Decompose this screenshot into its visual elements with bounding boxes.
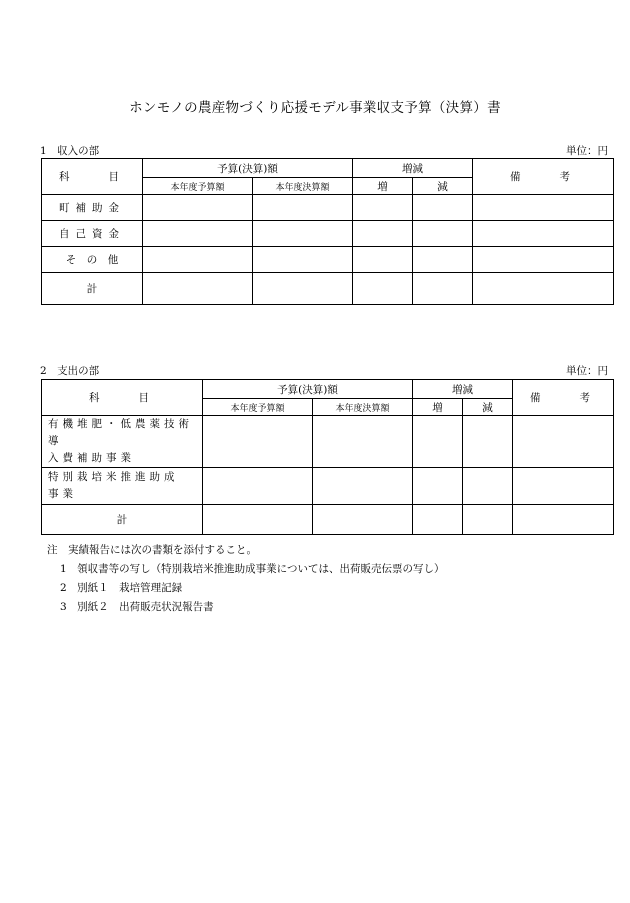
expense-col-change-group: 増減 [413,380,513,399]
expense-heading: 2 支出の部 [40,365,100,377]
table-cell[interactable] [353,195,413,221]
income-col-change-group: 増減 [353,159,473,178]
expense-col-item: 科 目 [42,380,203,416]
expense-row-label-line2: 事業 [48,488,77,500]
table-cell[interactable] [513,468,614,505]
table-cell[interactable] [143,221,253,247]
income-col-remarks: 備 考 [473,159,614,195]
income-col-decrease: 減 [413,178,473,195]
table-cell[interactable] [473,221,614,247]
income-col-item: 科 目 [42,159,143,195]
table-cell[interactable] [413,416,463,468]
table-cell[interactable] [473,273,614,305]
table-cell[interactable] [413,505,463,535]
expense-row-label [42,468,203,505]
income-row-label: 自己資金 [42,221,143,247]
table-row [42,195,614,221]
income-heading: 1 収入の部 [40,145,100,157]
income-table [41,158,614,305]
income-total-label: 計 [42,273,143,305]
income-col-increase: 増 [353,178,413,195]
table-cell[interactable] [143,195,253,221]
expense-col-increase: 増 [413,399,463,416]
table-cell[interactable] [353,273,413,305]
expense-col-budget-group: 予算(決算)額 [203,380,413,399]
table-cell[interactable] [413,247,473,273]
notes-intro: 注 実績報告には次の書類を添付すること。 [47,544,257,556]
table-cell[interactable] [463,505,513,535]
table-cell[interactable] [353,247,413,273]
expense-section-header [40,363,612,378]
table-cell[interactable] [473,247,614,273]
table-cell[interactable] [463,468,513,505]
table-row [42,505,614,535]
expense-row-label-line1: 特別栽培米推進助成 [48,471,179,483]
table-cell[interactable] [203,416,313,468]
table-cell[interactable] [473,195,614,221]
table-cell[interactable] [313,505,413,535]
table-cell[interactable] [313,416,413,468]
table-row [42,468,614,505]
note-item: 1 領収書等の写し（特別栽培米推進助成事業については、出荷販売伝票の写し） [60,563,445,575]
income-col-budget-this-year: 本年度予算額 [143,178,253,195]
table-cell[interactable] [253,273,353,305]
income-col-budget-group: 予算(決算)額 [143,159,353,178]
income-unit: 単位：円 [566,145,608,157]
expense-unit: 単位：円 [566,365,608,377]
table-row [42,273,614,305]
table-cell[interactable] [143,273,253,305]
table-row [42,416,614,468]
expense-col-settle-this-year: 本年度決算額 [313,399,413,416]
table-cell[interactable] [203,468,313,505]
table-cell[interactable] [253,247,353,273]
table-cell[interactable] [203,505,313,535]
table-cell[interactable] [313,468,413,505]
table-cell[interactable] [353,221,413,247]
table-cell[interactable] [253,221,353,247]
table-row [42,247,614,273]
expense-total-label: 計 [42,505,203,535]
table-cell[interactable] [413,273,473,305]
expense-col-remarks: 備 考 [513,380,614,416]
income-col-settle-this-year: 本年度決算額 [253,178,353,195]
expense-row-label-line1: 有機堆肥・低農薬技術導 [48,418,193,447]
income-row-label: そ の 他 [42,247,143,273]
table-cell[interactable] [463,416,513,468]
income-section-header [40,143,612,158]
income-row-label: 町補助金 [42,195,143,221]
expense-row-label-line2: 入費補助事業 [48,452,135,464]
table-row [42,221,614,247]
document-title: ホンモノの農産物づくり応援モデル事業収支予算（決算）書 [129,100,501,116]
table-cell[interactable] [253,195,353,221]
table-cell[interactable] [143,247,253,273]
table-cell[interactable] [513,416,614,468]
expense-col-decrease: 減 [463,399,513,416]
expense-table [41,379,614,535]
table-cell[interactable] [413,468,463,505]
note-item: 3 別紙２ 出荷販売状況報告書 [60,601,214,613]
table-cell[interactable] [513,505,614,535]
expense-col-budget-this-year: 本年度予算額 [203,399,313,416]
table-cell[interactable] [413,195,473,221]
expense-row-label [42,416,203,468]
notes [47,541,444,617]
table-cell[interactable] [413,221,473,247]
note-item: 2 別紙１ 栽培管理記録 [60,582,183,594]
